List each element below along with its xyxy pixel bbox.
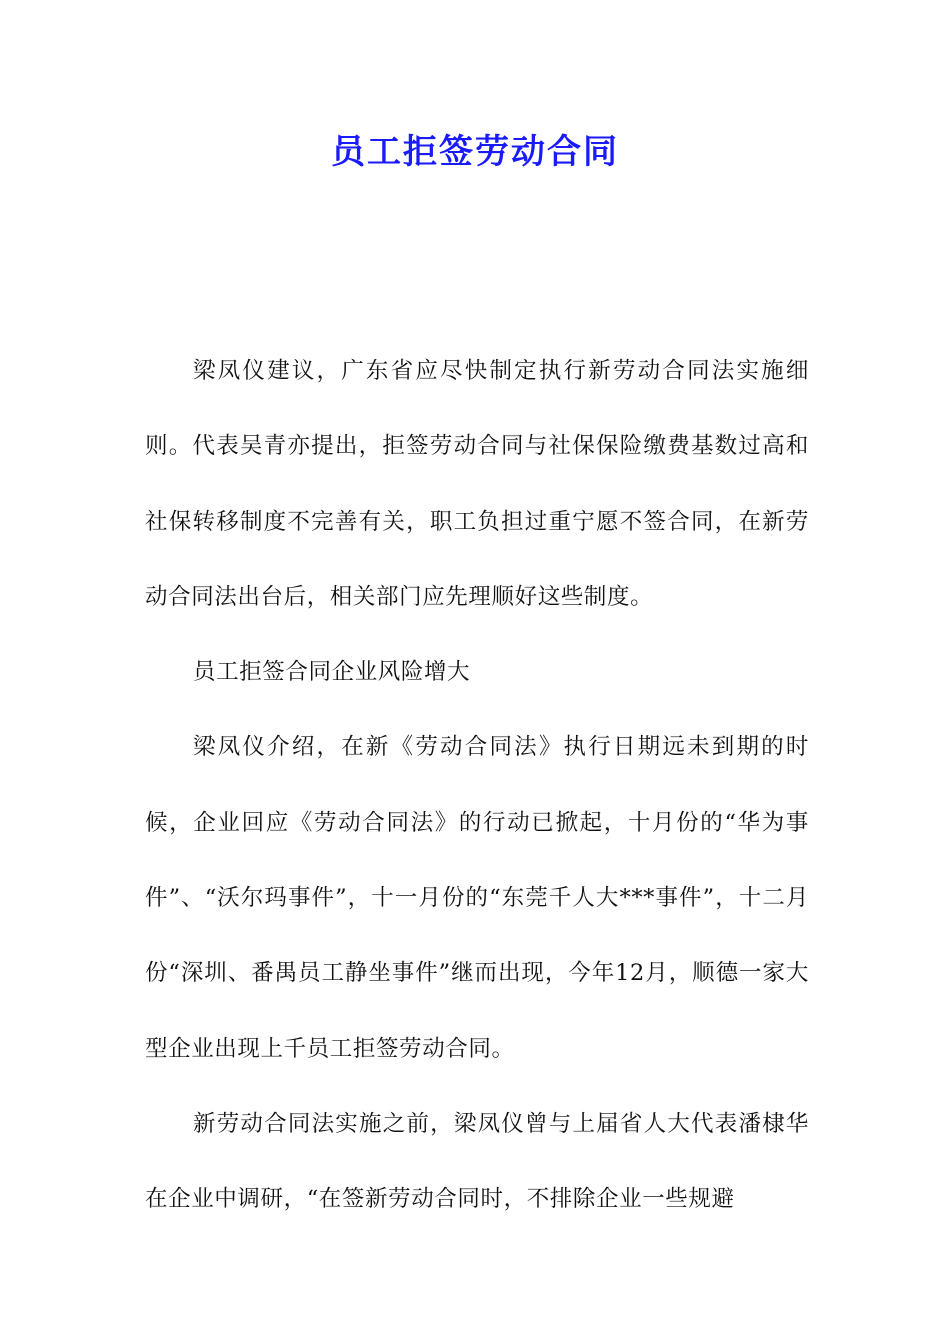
document-body — [145, 334, 809, 1238]
paragraph-3: 新劳动合同法实施之前，梁凤仪曾与上届省人大代表潘棣华在企业中调研，“在签新劳动合同时，不排除企业一些规避 — [145, 1110, 809, 1213]
paragraph-1: 梁凤仪建议，广东省应尽快制定执行新劳动合同法实施细则。代表吴青亦提出，拒签劳动合同与社保保险缴费基数过高和社保转移制度不完善有关，职工负担过重宁愿不签合同，在新劳动合同法出台后，相关部门应先理顺好这些制度。 — [145, 358, 809, 610]
section-heading: 员工拒签合同企业风险增大 — [193, 659, 471, 686]
document-title: 员工拒签劳动合同 — [331, 132, 619, 172]
paragraph-2: 梁凤仪介绍，在新《劳动合同法》执行日期远未到期的时候，企业回应《劳动合同法》的行动已掀起，十月份的“华为事件”、“沃尔玛事件”，十一月份的“东莞千人大***事件”，十二月份“深圳、番禺员工静坐事件”继而出现，今年12月，顺德一家大型企业出现上千员工拒签劳动合同。 — [145, 734, 809, 1062]
